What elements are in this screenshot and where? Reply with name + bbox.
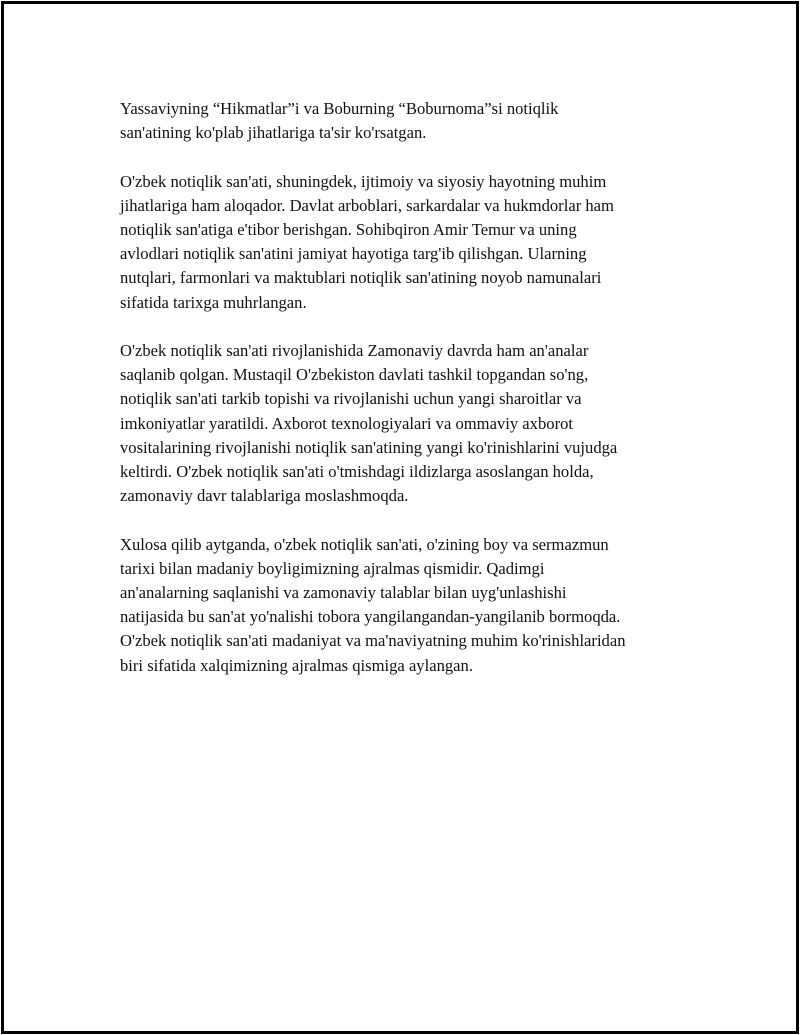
paragraph-intro: Yassaviyning “Hikmatlar”i va Boburning “Boburnoma”si notiqlik san'atining ko'plab jihatlariga ta'sir ko'rsatgan.: [120, 99, 559, 143]
paragraph-modern: O'zbek notiqlik san'ati rivojlanishida Zamonaviy davrda ham an'analar saqlanib qolgan. Mustaqil O'zbekiston davlati tashkil topgandan so'ng, notiqlik san'ati tarkib topishi va rivojlanishi uchun yangi sharoitlar va imkoniyatlar yaratildi. Axborot texnologiyalari va ommaviy axborot vositalarining rivojlanishi notiqlik san'atining yangi ko'rinishlarini vujudga keltirdi. O'zbek notiqlik san'ati o'tmishdagi ildizlarga asoslangan holda, zamonaviy davr talablariga moslashmoqda.: [120, 341, 618, 506]
paragraph-statecraft: O'zbek notiqlik san'ati, shuningdek, ijtimoiy va siyosiy hayotning muhim jihatlariga ham aloqador. Davlat arboblari, sarkardalar va hukmdorlar ham notiqlik san'atiga e'tibor berishgan. Sohibqiron Amir Temur va uning avlodlari notiqlik san'atini jamiyat hayotiga targ'ib qilishgan. Ularning nutqlari, farmonlari va maktublari notiqlik san'atining noyob namunalari sifatida tarixga muhrlangan.: [120, 171, 614, 312]
paragraph-conclusion: Xulosa qilib aytganda, o'zbek notiqlik san'ati, o'zining boy va sermazmun tarixi bilan madaniy boyligimizning ajralmas qismidir. Qadimgi an'analarning saqlanishi va zamonaviy talablar bilan uyg'unlashishi natijasida bu san'at yo'nalishi tobora yangilangandan-yangilanib bormoqda. O'zbek notiqlik san'ati madaniyat va ma'naviyatning muhim ko'rinishlaridan biri sifatida xalqimizning ajralmas qismiga aylangan.: [120, 534, 626, 675]
page-border: [1, 1, 799, 1034]
document-body: [120, 97, 700, 702]
